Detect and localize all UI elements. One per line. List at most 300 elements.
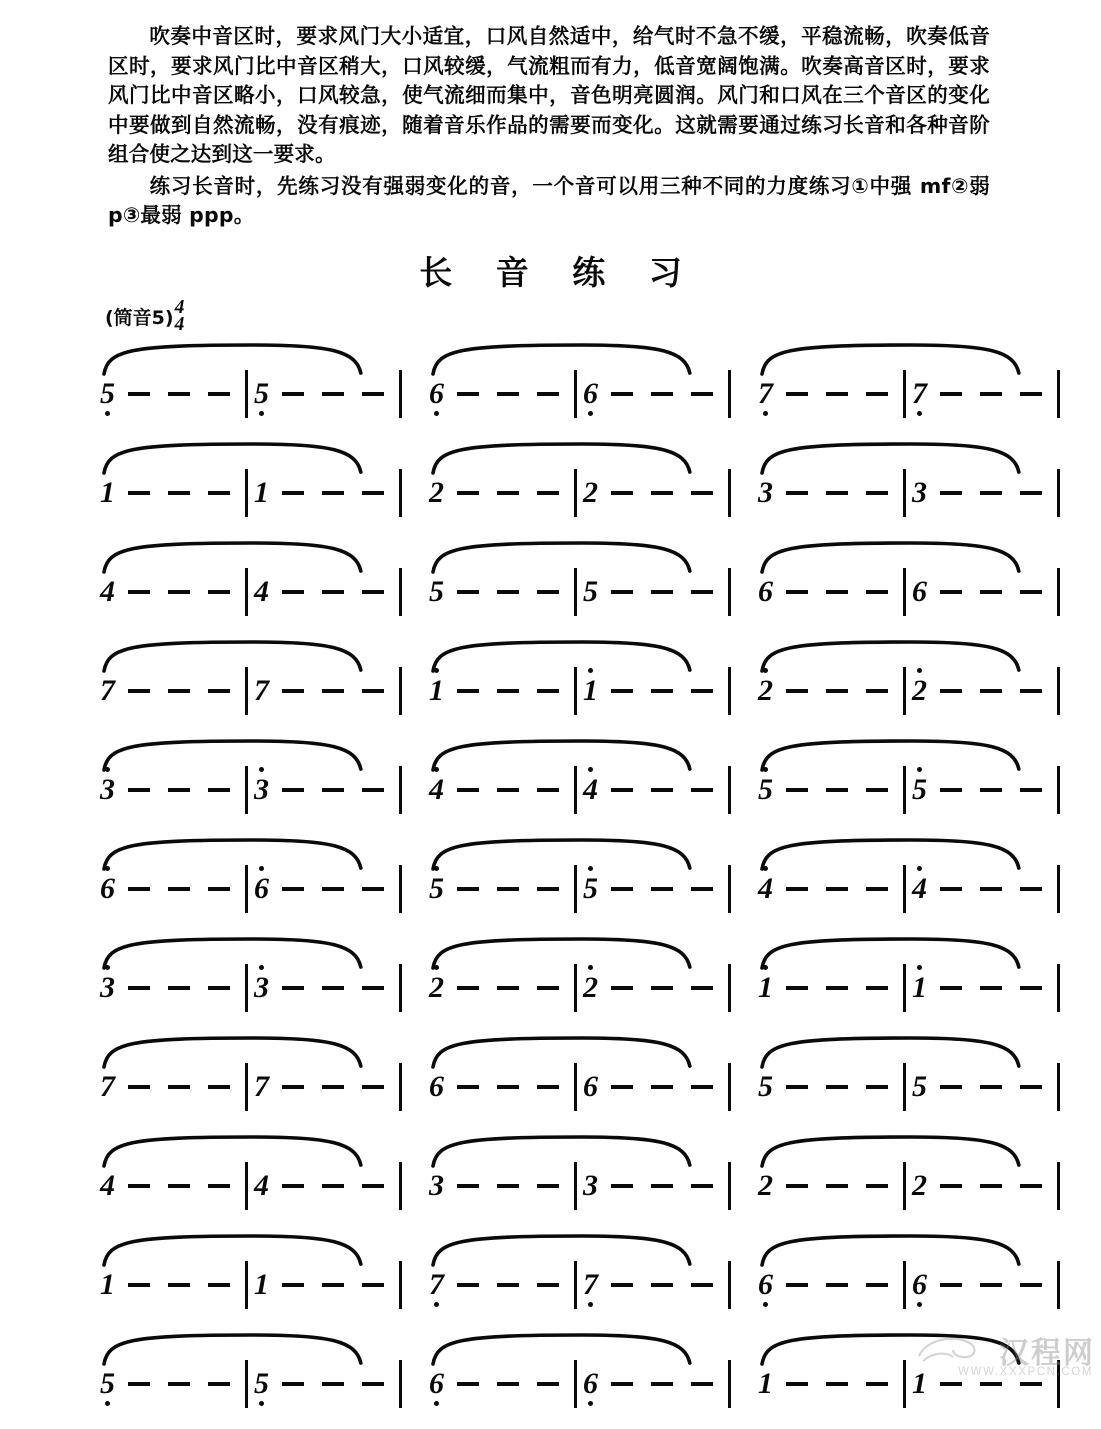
paragraph-2-text: 练习长音时，先练习没有强弱变化的音，一个音可以用三种不同的力度练习①中强 mf②弱 p③最弱 ppp。 (108, 173, 990, 227)
measure-pair-notes (429, 865, 749, 917)
duration-dash (128, 689, 150, 693)
duration-dash (497, 1085, 519, 1089)
duration-dash (866, 590, 888, 594)
octave-dot-above-icon (105, 866, 110, 871)
measure (254, 964, 402, 1012)
barline (903, 667, 906, 715)
duration-dash (282, 887, 304, 891)
measure-pair-notes (100, 766, 420, 818)
duration-dash (826, 392, 848, 396)
duration-dashes (119, 1184, 239, 1188)
duration-dash (826, 491, 848, 495)
octave-dot-below-icon (588, 1302, 593, 1307)
measure-pair (100, 736, 420, 835)
duration-dash (611, 788, 633, 792)
note-1-mid: 1 (254, 1268, 269, 1301)
note-2-high: 2 (429, 973, 448, 1003)
measure (100, 1360, 254, 1408)
measure-pair-notes (100, 865, 420, 917)
duration-dash (457, 1085, 479, 1089)
duration-dash (611, 986, 633, 990)
duration-dash (866, 1184, 888, 1188)
note-6-low: 6 (429, 379, 448, 409)
duration-dash (168, 1184, 190, 1188)
watermark-site-name: 汉程网 (999, 1336, 1095, 1371)
barline-end (1057, 766, 1060, 814)
barline (574, 568, 577, 616)
note-4-mid: 4 (254, 575, 269, 608)
score-row (0, 340, 1101, 439)
duration-dash (940, 887, 962, 891)
paragraph-2 (108, 172, 990, 231)
duration-dashes (448, 887, 568, 891)
octave-dot-above-icon (434, 965, 439, 970)
duration-dash (1020, 689, 1042, 693)
duration-dash (980, 1283, 1002, 1287)
duration-dashes (931, 887, 1051, 891)
duration-dash (866, 1283, 888, 1287)
duration-dash (282, 590, 304, 594)
barline (574, 766, 577, 814)
barline-end (1057, 667, 1060, 715)
duration-dash (128, 887, 150, 891)
duration-dash (651, 1184, 673, 1188)
note-4-high: 4 (758, 874, 777, 904)
duration-dash (282, 1382, 304, 1386)
duration-dash (786, 788, 808, 792)
measure (583, 667, 731, 715)
octave-dot-below-icon (917, 1302, 922, 1307)
duration-dash (866, 392, 888, 396)
duration-dashes (273, 491, 393, 495)
measure-pair (429, 1231, 749, 1330)
duration-dash (497, 1283, 519, 1287)
duration-dashes (931, 1283, 1051, 1287)
measure-pair-notes (429, 1162, 749, 1214)
measure-pair-notes (100, 1162, 420, 1214)
duration-dash (980, 788, 1002, 792)
duration-dashes (448, 1283, 568, 1287)
duration-dash (362, 887, 384, 891)
note-5-mid: 5 (583, 575, 598, 608)
duration-dash (457, 491, 479, 495)
duration-dash (980, 590, 1002, 594)
duration-dashes (777, 788, 897, 792)
measure (583, 568, 731, 616)
note-7-low: 7 (912, 379, 931, 409)
duration-dash (980, 887, 1002, 891)
measure (758, 1261, 912, 1309)
measure-pair-notes (429, 568, 749, 620)
octave-dot-above-icon (917, 668, 922, 673)
measure-pair (429, 538, 749, 637)
note-5-mid: 5 (912, 1070, 927, 1103)
duration-dash (537, 491, 559, 495)
duration-dash (208, 1283, 230, 1287)
duration-dashes (273, 689, 393, 693)
note-1-high: 1 (429, 676, 448, 706)
duration-dashes (273, 590, 393, 594)
measure (429, 865, 583, 913)
measure (254, 1360, 402, 1408)
measure-pair-notes (758, 469, 1078, 521)
duration-dash (786, 986, 808, 990)
duration-dash (826, 1184, 848, 1188)
duration-dash (691, 788, 713, 792)
duration-dash (651, 392, 673, 396)
duration-dash (537, 788, 559, 792)
measure (912, 964, 1060, 1012)
measure-pair-notes (429, 667, 749, 719)
measure-pair (100, 1330, 420, 1429)
duration-dash (208, 392, 230, 396)
measure (429, 469, 583, 517)
barline-end (1057, 370, 1060, 418)
measure (100, 865, 254, 913)
duration-dashes (119, 689, 239, 693)
barline (574, 1162, 577, 1210)
duration-dash (208, 788, 230, 792)
duration-dashes (273, 1184, 393, 1188)
barline (574, 1261, 577, 1309)
note-2-mid: 2 (758, 1169, 773, 1202)
octave-dot-above-icon (763, 965, 768, 970)
duration-dash (691, 392, 713, 396)
note-4-high: 4 (912, 874, 931, 904)
duration-dash (537, 1184, 559, 1188)
barline (903, 469, 906, 517)
duration-dashes (777, 986, 897, 990)
duration-dash (128, 491, 150, 495)
octave-dot-above-icon (259, 866, 264, 871)
duration-dash (362, 1184, 384, 1188)
measure-pair-notes (429, 766, 749, 818)
barline (574, 469, 577, 517)
duration-dash (940, 1085, 962, 1089)
measure-pair (100, 340, 420, 439)
duration-dash (128, 986, 150, 990)
duration-dash (940, 491, 962, 495)
duration-dash (362, 1382, 384, 1386)
note-6-high: 6 (254, 874, 273, 904)
duration-dash (168, 392, 190, 396)
duration-dashes (273, 887, 393, 891)
duration-dash (128, 392, 150, 396)
duration-dash (691, 1382, 713, 1386)
duration-dash (611, 1382, 633, 1386)
measure-pair-notes (758, 1063, 1078, 1115)
duration-dashes (777, 590, 897, 594)
barline (574, 964, 577, 1012)
octave-dot-above-icon (763, 767, 768, 772)
duration-dash (651, 1382, 673, 1386)
duration-dash (362, 1085, 384, 1089)
duration-dash (786, 689, 808, 693)
octave-dot-below-icon (763, 411, 768, 416)
duration-dash (866, 1382, 888, 1386)
barline-end (399, 1360, 402, 1408)
duration-dash (168, 1382, 190, 1386)
barline-end (399, 370, 402, 418)
note-1-mid: 1 (254, 476, 269, 509)
duration-dashes (602, 788, 722, 792)
duration-dash (866, 689, 888, 693)
barline-end (728, 1261, 731, 1309)
note-6-mid: 6 (429, 1070, 444, 1103)
duration-dash (1020, 491, 1042, 495)
measure (758, 1063, 912, 1111)
octave-dot-above-icon (763, 668, 768, 673)
barline (245, 865, 248, 913)
duration-dash (611, 887, 633, 891)
measure (429, 667, 583, 715)
octave-dot-above-icon (105, 767, 110, 772)
duration-dash (537, 1085, 559, 1089)
duration-dash (611, 1283, 633, 1287)
duration-dash (651, 689, 673, 693)
duration-dash (362, 491, 384, 495)
measure (912, 1360, 1060, 1408)
barline-end (728, 667, 731, 715)
note-6-mid: 6 (912, 575, 927, 608)
measure (254, 1162, 402, 1210)
duration-dash (980, 1382, 1002, 1386)
note-2-high: 2 (583, 973, 602, 1003)
note-6-high: 6 (100, 874, 119, 904)
duration-dash (497, 491, 519, 495)
duration-dashes (602, 1085, 722, 1089)
note-1-mid: 1 (100, 1268, 115, 1301)
measure (583, 1360, 731, 1408)
duration-dashes (931, 1085, 1051, 1089)
measure (429, 1063, 583, 1111)
barline (245, 1063, 248, 1111)
measure (429, 568, 583, 616)
barline (574, 1063, 577, 1111)
note-6-low: 6 (583, 1369, 602, 1399)
duration-dash (1020, 788, 1042, 792)
duration-dash (1020, 887, 1042, 891)
duration-dash (322, 1283, 344, 1287)
barline-end (399, 667, 402, 715)
measure-pair-notes (758, 667, 1078, 719)
duration-dash (128, 788, 150, 792)
measure-pair (100, 934, 420, 1033)
duration-dash (940, 986, 962, 990)
barline (903, 1063, 906, 1111)
duration-dashes (931, 392, 1051, 396)
duration-dashes (448, 788, 568, 792)
barline-end (728, 1162, 731, 1210)
score-title: 长 音 练 习 (419, 253, 698, 292)
measure-pair (758, 1033, 1078, 1132)
duration-dashes (931, 1184, 1051, 1188)
duration-dashes (931, 986, 1051, 990)
measure (254, 370, 402, 418)
measure (254, 1063, 402, 1111)
barline (574, 667, 577, 715)
note-3-mid: 3 (429, 1169, 444, 1202)
note-4-high: 4 (583, 775, 602, 805)
measure (100, 370, 254, 418)
note-1-mid: 1 (758, 1367, 773, 1400)
duration-dash (208, 1382, 230, 1386)
barline-end (399, 865, 402, 913)
measure-pair-notes (429, 469, 749, 521)
barline (574, 1360, 577, 1408)
duration-dashes (448, 590, 568, 594)
duration-dash (537, 590, 559, 594)
barline-end (728, 1360, 731, 1408)
score-row (0, 736, 1101, 835)
duration-dash (786, 590, 808, 594)
duration-dash (168, 590, 190, 594)
duration-dash (786, 1085, 808, 1089)
measure-pair (429, 340, 749, 439)
duration-dash (1020, 986, 1042, 990)
duration-dash (980, 986, 1002, 990)
duration-dash (1020, 1085, 1042, 1089)
duration-dash (866, 1085, 888, 1089)
duration-dash (980, 1085, 1002, 1089)
barline (245, 370, 248, 418)
note-7-mid: 7 (254, 1070, 269, 1103)
measure-pair (758, 1132, 1078, 1231)
measure (912, 1261, 1060, 1309)
octave-dot-above-icon (434, 767, 439, 772)
measure-pair (758, 736, 1078, 835)
duration-dash (282, 1184, 304, 1188)
duration-dash (362, 689, 384, 693)
measure (583, 766, 731, 814)
measure (100, 766, 254, 814)
note-6-mid: 6 (758, 575, 773, 608)
duration-dashes (119, 1382, 239, 1386)
measure-pair-notes (100, 964, 420, 1016)
measure (254, 865, 402, 913)
octave-dot-below-icon (588, 1401, 593, 1406)
note-6-low: 6 (758, 1270, 777, 1300)
duration-dashes (119, 788, 239, 792)
measure (912, 469, 1060, 517)
octave-dot-below-icon (434, 1401, 439, 1406)
duration-dash (497, 392, 519, 396)
barline-end (399, 766, 402, 814)
duration-dash (208, 491, 230, 495)
duration-dash (497, 986, 519, 990)
measure-pair-notes (429, 964, 749, 1016)
measure (758, 568, 912, 616)
note-5-low: 5 (254, 1369, 273, 1399)
duration-dash (1020, 1184, 1042, 1188)
duration-dash (1020, 590, 1042, 594)
barline-end (728, 964, 731, 1012)
duration-dash (362, 788, 384, 792)
duration-dash (980, 1184, 1002, 1188)
measure (912, 370, 1060, 418)
duration-dash (786, 1382, 808, 1386)
duration-dash (866, 491, 888, 495)
note-5-low: 5 (254, 379, 273, 409)
duration-dashes (602, 1382, 722, 1386)
duration-dash (940, 689, 962, 693)
barline-end (728, 568, 731, 616)
duration-dash (362, 392, 384, 396)
duration-dash (826, 1283, 848, 1287)
barline-end (1057, 865, 1060, 913)
measure (758, 370, 912, 418)
duration-dash (168, 986, 190, 990)
octave-dot-above-icon (588, 767, 593, 772)
barline (245, 568, 248, 616)
duration-dash (168, 1283, 190, 1287)
duration-dash (282, 1085, 304, 1089)
octave-dot-above-icon (259, 965, 264, 970)
duration-dashes (119, 887, 239, 891)
duration-dashes (273, 1283, 393, 1287)
measure (100, 469, 254, 517)
barline-end (399, 1063, 402, 1111)
measure (912, 865, 1060, 913)
duration-dash (826, 986, 848, 990)
duration-dash (322, 392, 344, 396)
measure (583, 865, 731, 913)
meter-numerator: 4 (174, 297, 185, 318)
octave-dot-above-icon (917, 767, 922, 772)
measure-pair (429, 1132, 749, 1231)
barline-end (1057, 469, 1060, 517)
score-row (0, 1033, 1101, 1132)
measure-pair (758, 1231, 1078, 1330)
note-5-low: 5 (100, 1369, 119, 1399)
measure-pair-notes (100, 1360, 420, 1412)
measure (429, 1261, 583, 1309)
duration-dashes (448, 1382, 568, 1386)
note-1-mid: 1 (100, 476, 115, 509)
note-7-low: 7 (429, 1270, 448, 1300)
measure-pair-notes (758, 964, 1078, 1016)
measure (100, 1261, 254, 1309)
duration-dash (611, 590, 633, 594)
measure-pair (758, 1330, 1078, 1429)
duration-dash (168, 1085, 190, 1089)
duration-dash (651, 788, 673, 792)
note-7-low: 7 (758, 379, 777, 409)
duration-dash (537, 887, 559, 891)
barline-end (728, 1063, 731, 1111)
note-7-mid: 7 (100, 1070, 115, 1103)
duration-dash (128, 1085, 150, 1089)
measure-pair (100, 1231, 420, 1330)
duration-dash (457, 689, 479, 693)
measure-pair-notes (758, 865, 1078, 917)
duration-dash (282, 986, 304, 990)
duration-dash (322, 590, 344, 594)
duration-dash (457, 1184, 479, 1188)
duration-dash (786, 392, 808, 396)
meter-denominator: 4 (174, 313, 185, 335)
measure (583, 1162, 731, 1210)
duration-dashes (777, 689, 897, 693)
measure (758, 865, 912, 913)
duration-dash (322, 1184, 344, 1188)
note-7-low: 7 (583, 1270, 602, 1300)
barline-end (1057, 1360, 1060, 1408)
measure (583, 469, 731, 517)
measure (429, 1360, 583, 1408)
duration-dashes (777, 1382, 897, 1386)
measure (912, 1063, 1060, 1111)
